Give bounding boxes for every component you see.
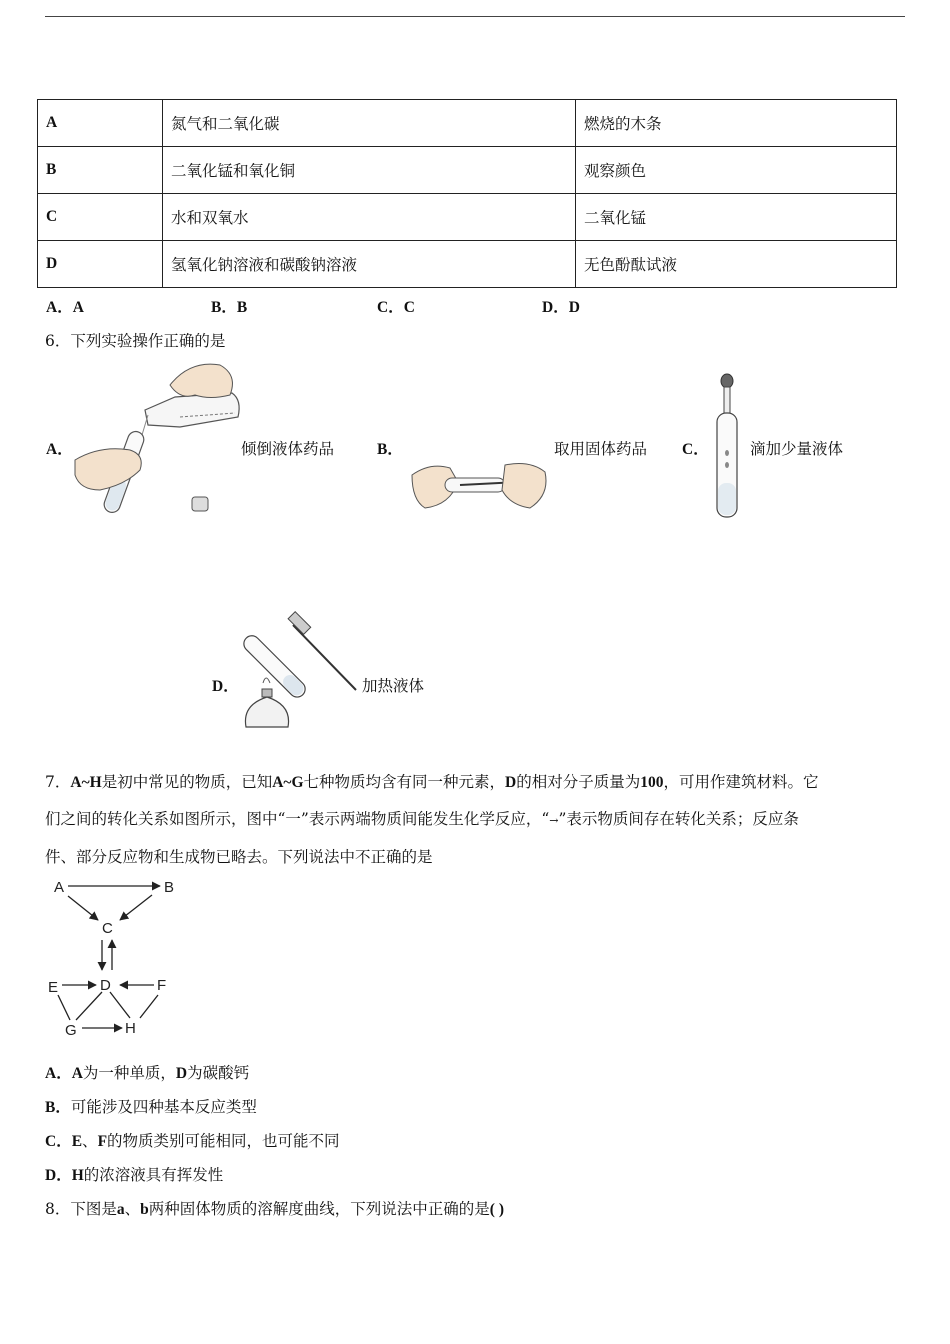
q6-option-c-caption: 滴加少量液体	[750, 440, 844, 458]
options-table	[37, 99, 897, 288]
row-method: 二氧化锰	[576, 194, 897, 241]
q5-choice-d[interactable]: D．D	[542, 299, 580, 316]
row-method: 观察颜色	[576, 147, 897, 194]
q6-option-a-caption: 倾倒液体药品	[241, 440, 335, 458]
node-c: C	[102, 920, 113, 937]
table-row	[38, 241, 897, 288]
q6-option-b-label[interactable]: B．	[377, 441, 403, 458]
row-method: 无色酚酞试液	[576, 241, 897, 288]
taking-solid-icon	[410, 460, 550, 515]
q5-choice-a[interactable]: A．A	[46, 299, 84, 316]
q6-option-a-label[interactable]: A．	[46, 441, 73, 458]
q7-stem-line2: 们之间的转化关系如图所示，图中“一”表示两端物质间能发生化学反应，“→”表示物质间存在转化关系；反应条	[45, 810, 799, 828]
row-option: B	[38, 147, 163, 194]
header-rule	[45, 16, 905, 17]
q6-option-c-label[interactable]: C．	[682, 441, 709, 458]
conversion-diagram	[40, 870, 190, 1040]
q6-option-d-label[interactable]: D．	[212, 678, 239, 695]
q7-option-a[interactable]: A．A为一种单质，D为碳酸钙	[45, 1064, 250, 1082]
pouring-liquid-icon	[70, 355, 245, 520]
table-row	[38, 194, 897, 241]
q5-choice-c[interactable]: C．C	[377, 299, 415, 316]
row-substances: 水和双氧水	[163, 194, 576, 241]
q6-option-b-caption: 取用固体药品	[554, 440, 648, 458]
q7-option-d[interactable]: D．H的浓溶液具有挥发性	[45, 1166, 224, 1184]
node-h: H	[125, 1020, 136, 1037]
q6-option-d-caption: 加热液体	[362, 677, 425, 695]
row-option: C	[38, 194, 163, 241]
q7-option-c[interactable]: C．E、F的物质类别可能相同，也可能不同	[45, 1132, 340, 1150]
row-substances: 二氧化锰和氧化铜	[163, 147, 576, 194]
dropper-icon	[712, 373, 742, 521]
q5-choice-b[interactable]: B．B	[211, 299, 248, 316]
row-substances: 氢氧化钠溶液和碳酸钠溶液	[163, 241, 576, 288]
row-option: A	[38, 100, 163, 147]
row-substances: 氮气和二氧化碳	[163, 100, 576, 147]
row-method: 燃烧的木条	[576, 100, 897, 147]
node-e: E	[48, 979, 59, 996]
node-d: D	[100, 977, 111, 994]
q8-stem: 8．下图是a、b两种固体物质的溶解度曲线，下列说法中正确的是( )	[45, 1200, 504, 1218]
node-b: B	[164, 879, 175, 896]
q7-stem-line3: 件、部分反应物和生成物已略去。下列说法中不正确的是	[45, 848, 433, 866]
heating-liquid-icon	[238, 615, 358, 730]
q7-stem-line1: 7．A~H是初中常见的物质，已知A~G七种物质均含有同一种元素，D的相对分子质量为100，可用作建筑材料。它	[45, 773, 819, 791]
node-g: G	[65, 1022, 77, 1039]
node-f: F	[157, 977, 167, 994]
table-row	[38, 100, 897, 147]
node-a: A	[54, 879, 65, 896]
q7-option-b[interactable]: B．可能涉及四种基本反应类型	[45, 1098, 257, 1116]
table-row	[38, 147, 897, 194]
row-option: D	[38, 241, 163, 288]
q6-stem: 6．下列实验操作正确的是	[45, 332, 226, 350]
